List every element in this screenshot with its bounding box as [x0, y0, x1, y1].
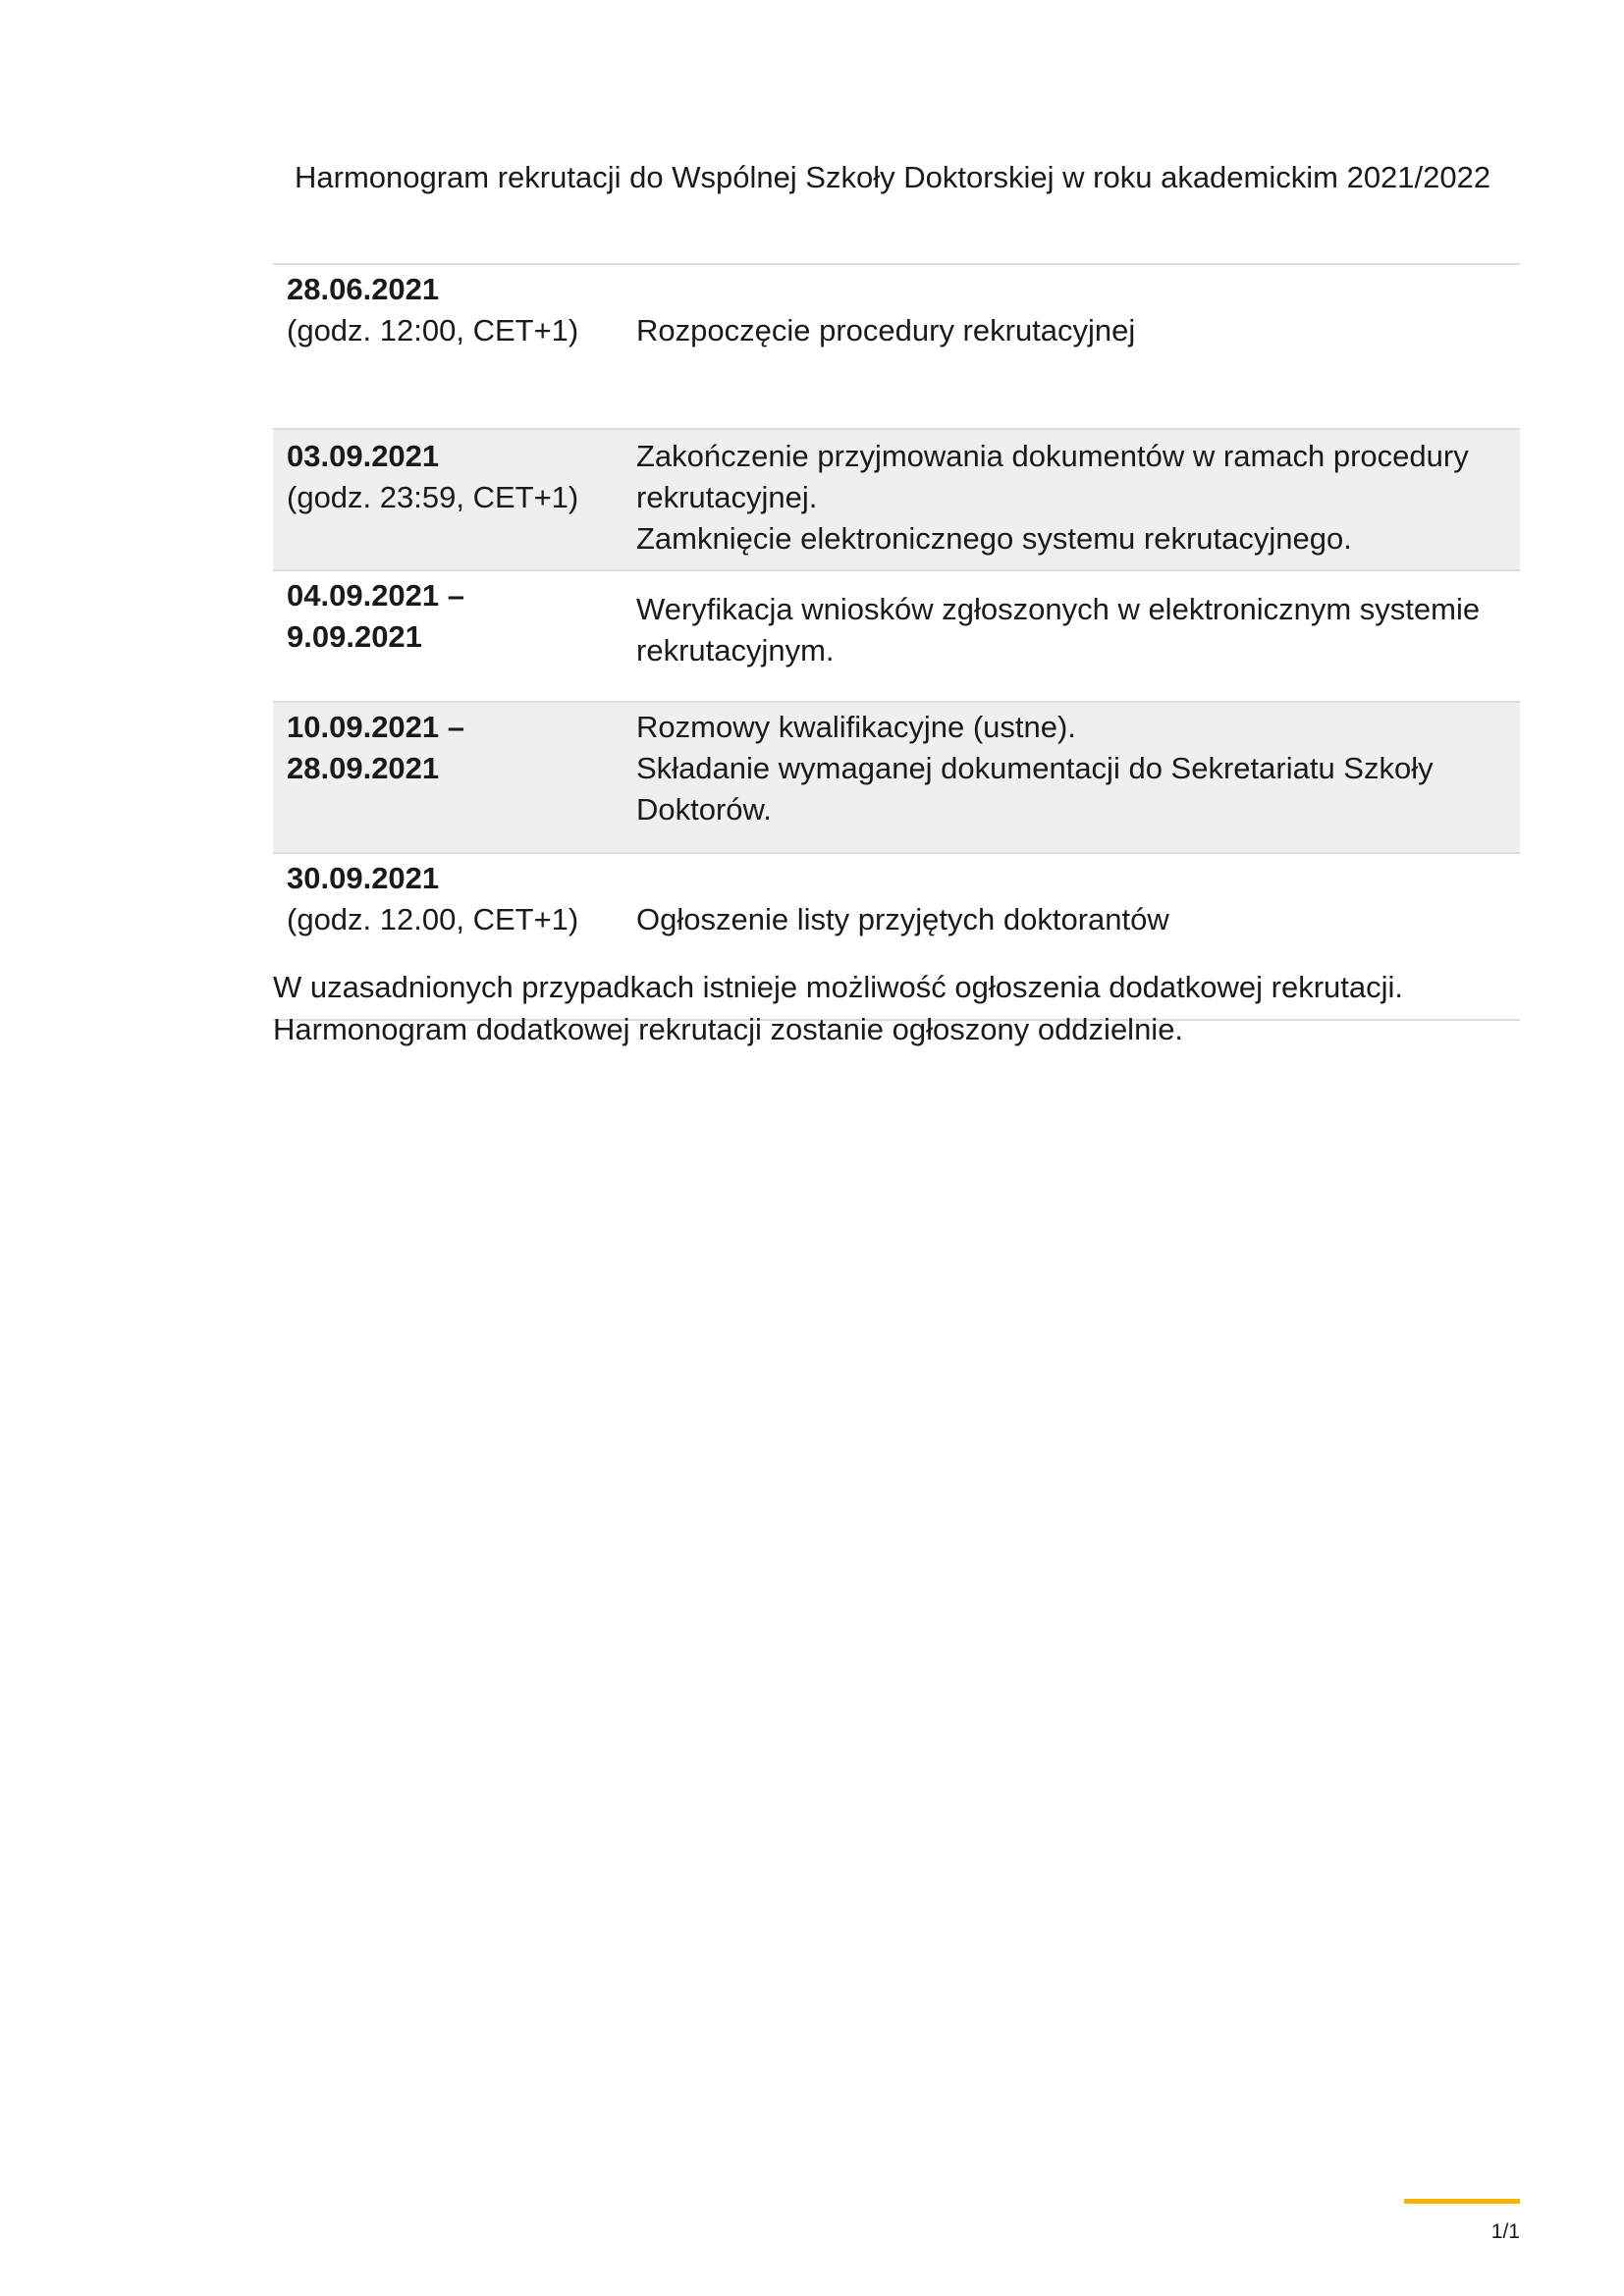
schedule-description-line: Ogłoszenie listy przyjętych doktorantów [636, 902, 1169, 936]
schedule-description-cell [623, 570, 1520, 702]
schedule-description-line: Rozpoczęcie procedury rekrutacyjnej [636, 313, 1136, 347]
footer-accent-rule [1404, 2199, 1520, 2204]
note-line: W uzasadnionych przypadkach istnieje możliwość ogłoszenia dodatkowej rekrutacji. [273, 970, 1404, 1004]
schedule-date-start: 04.09.2021 – [287, 578, 465, 613]
schedule-date-cell [273, 429, 623, 570]
schedule-description-line: Doktorów. [636, 792, 772, 827]
schedule-description-line: Rozmowy kwalifikacyjne (ustne). [636, 710, 1076, 744]
schedule-date-note: (godz. 12:00, CET+1) [287, 313, 579, 347]
schedule-row [273, 264, 1520, 429]
schedule-description-cell [623, 429, 1520, 570]
schedule-date-cell [273, 570, 623, 702]
schedule-description-line: Weryfikacja wniosków zgłoszonych w elektronicznym systemie [636, 592, 1481, 626]
schedule-description-cell [623, 702, 1520, 853]
additional-recruitment-note [273, 966, 1520, 1050]
document-title: Harmonogram rekrutacji do Wspólnej Szkoły Doktorskiej w roku akademickim 2021/2022 [295, 160, 1491, 194]
schedule-description-line: rekrutacyjnej. [636, 480, 818, 514]
schedule-date-note: (godz. 23:59, CET+1) [287, 480, 579, 514]
page-number: 1/1 [1490, 2220, 1520, 2243]
schedule-date: 03.09.2021 [287, 439, 440, 473]
schedule-date-cell [273, 702, 623, 853]
schedule-date-end: 28.09.2021 [287, 751, 440, 785]
schedule-description-cell [623, 264, 1520, 429]
schedule-date-end: 9.09.2021 [287, 619, 422, 654]
schedule-date-cell [273, 264, 623, 429]
note-line: Harmonogram dodatkowej rekrutacji zostanie ogłoszony oddzielnie. [273, 1012, 1184, 1046]
schedule-date-note: (godz. 12.00, CET+1) [287, 902, 579, 936]
schedule-date-start: 10.09.2021 – [287, 710, 465, 744]
schedule-date: 30.09.2021 [287, 861, 440, 895]
schedule-table [273, 263, 1520, 1021]
schedule-row [273, 702, 1520, 853]
schedule-description-line: Składanie wymaganej dokumentacji do Sekretariatu Szkoły [636, 751, 1434, 785]
schedule-row [273, 570, 1520, 702]
schedule-description-line: Zamknięcie elektronicznego systemu rekrutacyjnego. [636, 521, 1352, 556]
schedule-description-line: Zakończenie przyjmowania dokumentów w ramach procedury [636, 439, 1469, 473]
schedule-date: 28.06.2021 [287, 272, 440, 306]
schedule-description-line: rekrutacyjnym. [636, 633, 835, 667]
schedule-row [273, 429, 1520, 570]
